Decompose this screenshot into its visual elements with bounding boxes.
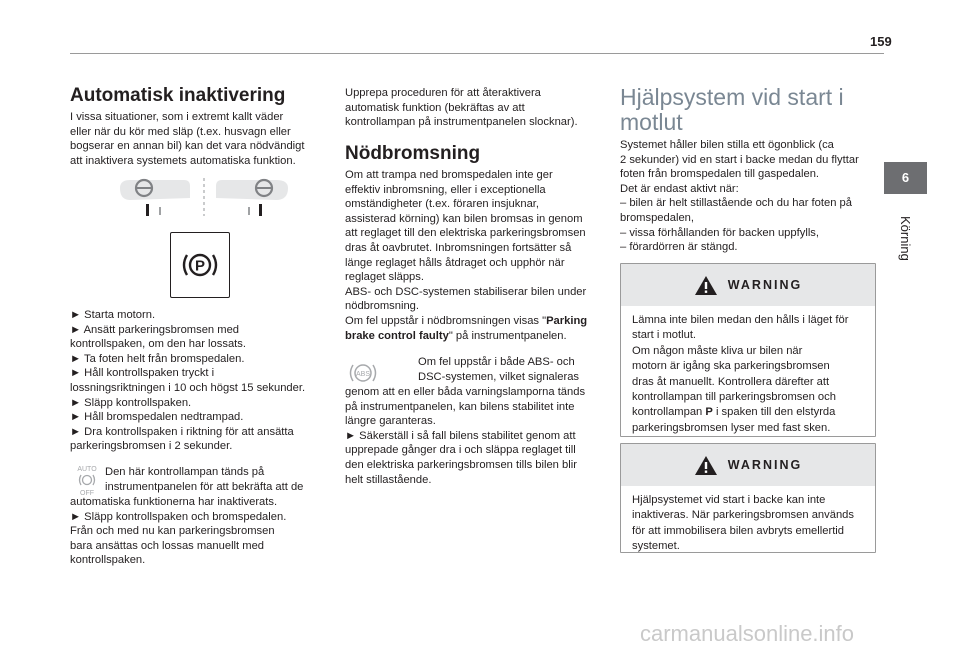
warning-triangle-icon	[694, 275, 718, 296]
heading-emergency-braking: Nödbromsning	[345, 143, 481, 164]
left-dashboard-shape	[120, 180, 190, 200]
deactivation-steps: ► Starta motorn. ► Ansätt parkeringsbromsen med kontrollspaken, om den har lossats. ► Ta foten helt från bromspedalen. ► Håll kontrollspaken tryckt i lossningsriktningen i 10 och högst 15 sekunder. ► Släpp kontrollspaken. ► Håll bromspedalen nedtrampad. ► Dra kontrollspaken i riktning för att ansätta parkeringsbromsen i 2 sekunder.	[70, 309, 306, 453]
header-rule	[70, 53, 884, 54]
watermark: carmanualsonline.info	[640, 621, 855, 646]
warning-box-1-header	[621, 264, 875, 306]
warning-box-2-body: Hjälpsystemet vid start i backe kan inte inaktiveras. När parkeringsbromsen används för att immobilisera bilen avbryts emellertid systemet.	[632, 494, 854, 553]
right-dashboard-shape	[216, 180, 288, 200]
hill-start-body: Systemet håller bilen stilla ett ögonblick (ca 2 sekunder) vid en start i backe medan du flyttar foten från bromspedalen till gaspedalen. Det är endast aktivt när: – bilen är helt stillastående och du har foten på bromspedalen, – vissa förhållanden för backen uppfylls, – förardörren är stängd.	[620, 139, 859, 254]
chapter-title: Körning	[898, 216, 913, 261]
svg-text:ABS: ABS	[355, 371, 371, 378]
intro-paragraph: I vissa situationer, som i extremt kallt väder eller när du kör med släp (t.ex. husvagn eller bogserar en annan bil) kan det vara nödvändigt att inaktivera systemets automatiska funktion.	[70, 111, 305, 167]
heading-hill-start: Hjälpsystem vid start i motlut	[620, 84, 844, 135]
abs-note: Om fel uppstår i både ABS- och DSC-systemen, vilket signaleras	[418, 356, 580, 383]
svg-text:OFF: OFF	[80, 490, 94, 497]
abs-continuation: genom att en eller båda varningslamporna tänds på instrumentpanelen, kan bilens stabilitet inte längre garanteras. ► Säkerställ i så fall bilens stabilitet genom att upprepade gånger dra i och släppa reglaget till den elektriska parkeringsbromsen tills bilen blir helt stillastående.	[345, 386, 586, 486]
emergency-braking-body: Om att trampa ned bromspedalen inte ger effektiv inbromsning, eller i exceptionella omständigheter (t.ex. föraren insjuknar, assisterad körning) kan bilen bromsas in genom att reglaget till den elektriska parkeringsbromsen dras åt oavbrutet. Inbromsningen fortsätter så länge reglaget hålls åtdraget och upphör när reglaget släpps. ABS- och DSC-systemen stabiliserar bilen under nödbromsning. Om fel uppstår i nödbromsningen visas "Parking brake control faulty" på instrumentpanelen.	[345, 169, 588, 342]
warning-box-2	[620, 443, 876, 553]
parking-brake-icon-box	[170, 232, 230, 298]
auto-off-continuation: automatiska funktionerna har inaktiverats. ► Släpp kontrollspaken och bromspedalen. Från och med nu kan parkeringsbromsen bara ansättas och lossas manuellt med kontrollspaken.	[70, 496, 287, 567]
right-lever-icon	[259, 204, 262, 216]
auto-off-indicator-icon	[74, 463, 100, 497]
svg-text:P: P	[194, 257, 206, 275]
parking-brake-icon	[171, 233, 229, 297]
abs-warning-icon	[348, 361, 378, 385]
svg-text:AUTO: AUTO	[77, 466, 97, 473]
heading-automatic-deactivation: Automatisk inaktivering	[70, 85, 286, 106]
warning-box-2-header	[621, 444, 875, 486]
chapter-tab: 6	[884, 162, 927, 194]
warning-box-1-title: WARNING	[727, 278, 803, 292]
auto-off-note: Den här kontrollampan tänds på instrumentpanelen för att bekräfta att de	[105, 466, 304, 493]
warning-box-2-title: WARNING	[727, 458, 803, 472]
warning-triangle-icon	[694, 455, 718, 476]
repeat-paragraph: Upprepa proceduren för att återaktivera automatisk funktion (bekräftas av att kontrollampan på instrumentpanelen slocknar).	[345, 87, 578, 129]
warning-box-1	[620, 263, 876, 437]
left-lever-icon	[146, 204, 149, 216]
lever-illustration	[116, 176, 292, 218]
page-number: 159	[870, 34, 892, 49]
warning-box-1-body: Lämna inte bilen medan den hålls i läget för start i motlut. Om någon måste kliva ur bilen när motorn är igång ska parkeringsbromsen dras åt manuellt. Kontrollera därefter att kontrollampan till parkeringsbromsen och kontrollampan P i spaken till den elstyrda parkeringsbromsen lyser med fast sken.	[632, 314, 849, 434]
